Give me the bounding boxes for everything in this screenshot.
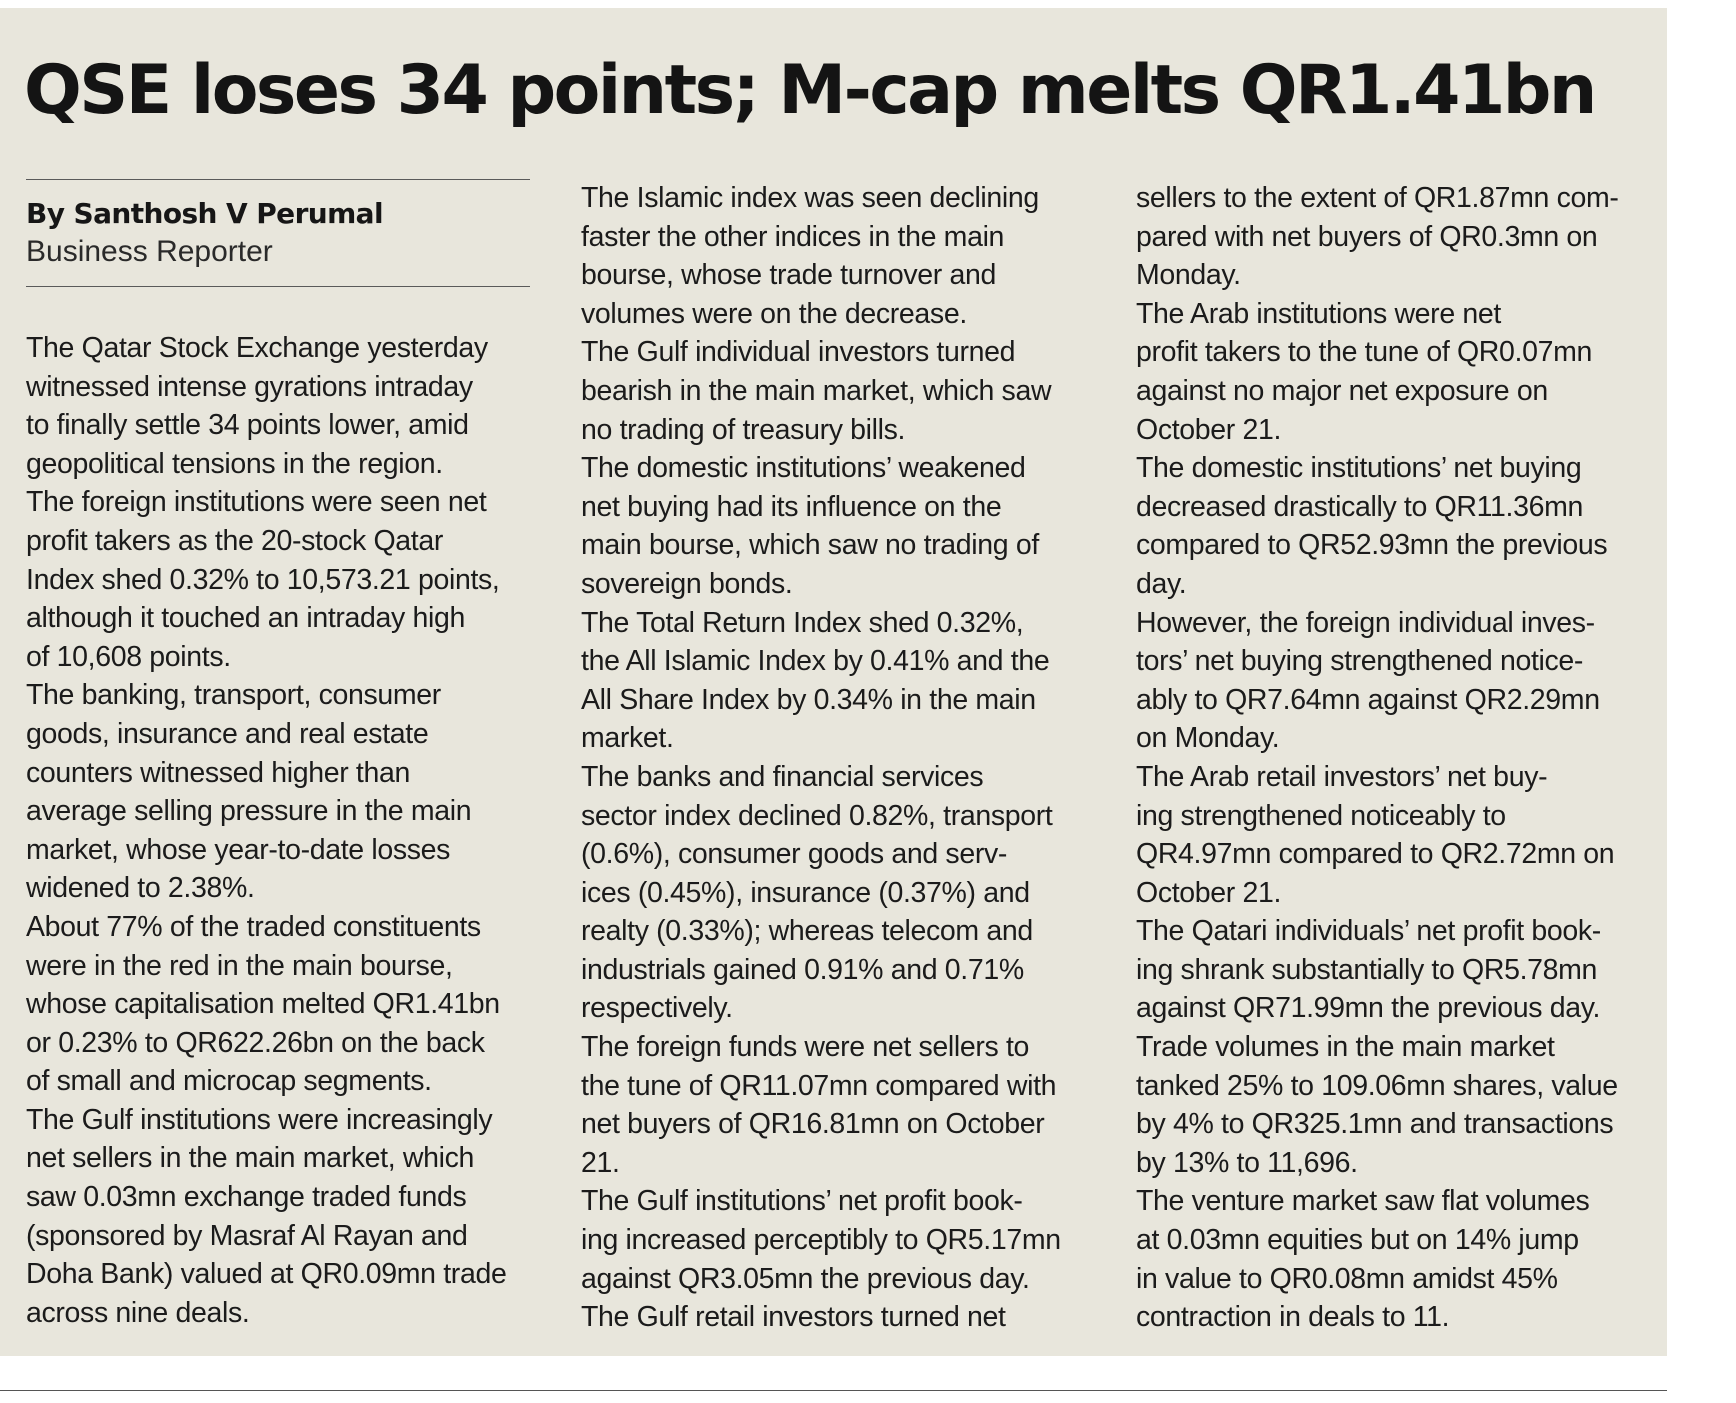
text-line: market. [581,722,674,755]
text-line: goods, insurance and real estate [26,717,429,750]
text-line: the tune of QR11.07mn compared with [581,1069,1057,1102]
text-line: witnessed intense gyrations intraday [26,370,473,403]
text-line: The Gulf individual investors turned [581,336,1016,369]
text-line: market, whose year-to-date losses [26,833,451,866]
text-line: no trading of treasury bills. [581,413,906,446]
text-line: The Gulf institutions’ net profit book- [581,1185,1023,1218]
text-line: The Arab retail investors’ net buy- [1136,760,1548,793]
article-panel [0,8,1667,1356]
text-line: or 0.23% to QR622.26bn on the back [26,1026,485,1059]
text-line: tors’ net buying strengthened notice- [1136,645,1584,678]
text-line: ably to QR7.64mn against QR2.29mn [1136,683,1600,716]
text-line: the All Islamic Index by 0.41% and the [581,645,1050,678]
text-line: main bourse, which saw no trading of [581,529,1039,562]
text-line: ing shrank substantially to QR5.78mn [1136,953,1598,986]
article-column-1 [26,329,541,1332]
text-line: day. [1136,567,1187,600]
byline-author: By Santhosh V Perumal [26,197,383,230]
article-column-2 [581,179,1101,1337]
text-line: average selling pressure in the main [26,795,472,828]
text-line: by 4% to QR325.1mn and transactions [1136,1108,1614,1141]
text-line: by 13% to 11,696. [1136,1146,1358,1179]
text-line: Trade volumes in the main market [1136,1031,1555,1064]
text-line: geopolitical tensions in the region. [26,447,443,480]
text-line: All Share Index by 0.34% in the main [581,683,1036,716]
text-line: compared to QR52.93mn the previous [1136,529,1608,562]
text-line: widened to 2.38%. [26,872,255,905]
text-line: decreased drastically to QR11.36mn [1136,490,1583,523]
text-line: of small and microcap segments. [26,1065,432,1098]
text-line: bourse, whose trade turnover and [581,259,996,292]
text-line: The foreign funds were net sellers to [581,1031,1030,1064]
text-line: The foreign institutions were seen net [26,486,487,519]
text-line: The Qatari individuals’ net profit book- [1136,915,1601,948]
text-line: against QR71.99mn the previous day. [1136,992,1601,1025]
text-line: sector index declined 0.82%, transport [581,799,1053,832]
text-line: (sponsored by Masraf Al Rayan and [26,1219,468,1252]
text-line: to finally settle 34 points lower, amid [26,409,469,442]
text-line: The Gulf retail investors turned net [581,1301,1006,1334]
text-line: net buying had its influence on the [581,490,1002,523]
text-line: counters witnessed higher than [26,756,410,789]
text-line: ing increased perceptibly to QR5.17mn [581,1224,1061,1257]
text-line: net buyers of QR16.81mn on October [581,1108,1045,1141]
text-line: volumes were on the decrease. [581,297,967,330]
text-line: The Arab institutions were net [1136,297,1501,330]
text-line: The Total Return Index shed 0.32%, [581,606,1024,639]
text-line: profit takers as the 20-stock Qatar [26,524,444,557]
text-line: against no major net exposure on [1136,374,1548,407]
text-line: The banking, transport, consumer [26,679,441,712]
text-line: 21. [581,1146,620,1179]
text-line: saw 0.03mn exchange traded funds [26,1181,467,1214]
text-line: The venture market saw flat volumes [1136,1185,1590,1218]
text-line: The Qatar Stock Exchange yesterday [26,332,488,364]
text-line: at 0.03mn equities but on 14% jump [1136,1224,1579,1257]
text-line: were in the red in the main bourse, [26,949,453,982]
text-line: Doha Bank) valued at QR0.09mn trade [26,1258,507,1291]
text-line: contraction in deals to 11. [1136,1301,1450,1334]
text-line: Index shed 0.32% to 10,573.21 points, [26,563,500,596]
text-line: whose capitalisation melted QR1.41bn [26,988,500,1021]
text-line: sellers to the extent of QR1.87mn com- [1136,182,1619,214]
text-line: October 21. [1136,413,1282,446]
text-line: However, the foreign individual inves- [1136,606,1595,639]
text-line: The domestic institutions’ weakened [581,452,1026,485]
bottom-divider [0,1390,1667,1391]
text-line: The domestic institutions’ net buying [1136,452,1582,485]
text-line: sovereign bonds. [581,567,793,600]
byline-role: Business Reporter [26,235,273,268]
text-line: against QR3.05mn the previous day. [581,1262,1030,1295]
text-line: pared with net buyers of QR0.3mn on [1136,220,1598,253]
text-line: The banks and financial services [581,760,984,793]
text-line: although it touched an intraday high [26,602,465,635]
text-line: bearish in the main market, which saw [581,374,1052,407]
text-line: on Monday. [1136,722,1280,755]
text-line: The Gulf institutions were increasingly [26,1103,493,1136]
text-line: net sellers in the main market, which [26,1142,474,1175]
headline: QSE loses 34 points; M-cap melts QR1.41bn [24,51,1595,130]
text-line: About 77% of the traded constituents [26,910,481,943]
text-line: of 10,608 points. [26,640,231,673]
text-line: The Islamic index was seen declining [581,182,1039,214]
article-column-3 [1136,179,1656,1337]
text-line: faster the other indices in the main [581,220,1005,253]
text-line: respectively. [581,992,733,1025]
text-line: industrials gained 0.91% and 0.71% [581,953,1024,986]
text-line: (0.6%), consumer goods and serv- [581,838,1007,871]
text-line: in value to QR0.08mn amidst 45% [1136,1262,1558,1295]
text-line: QR4.97mn compared to QR2.72mn on [1136,838,1615,871]
text-line: October 21. [1136,876,1282,909]
text-line: realty (0.33%); whereas telecom and [581,915,1033,948]
text-line: ices (0.45%), insurance (0.37%) and [581,876,1030,909]
text-line: profit takers to the tune of QR0.07mn [1136,336,1592,369]
text-line: tanked 25% to 109.06mn shares, value [1136,1069,1618,1102]
text-line: ing strengthened noticeably to [1136,799,1506,832]
byline [26,179,530,287]
text-line: across nine deals. [26,1296,250,1329]
text-line: Monday. [1136,259,1241,292]
